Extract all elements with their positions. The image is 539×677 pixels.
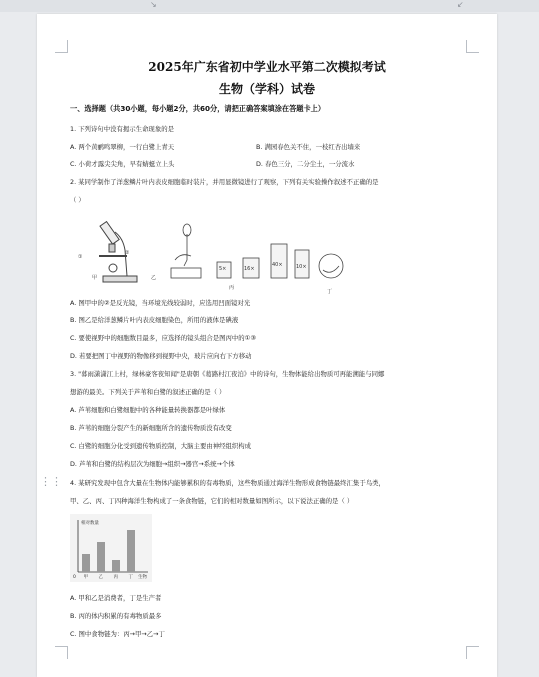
fig-label-ding: 丁 <box>327 289 333 295</box>
top-toolbar-strip <box>0 0 539 12</box>
q2-option-a: A. 图甲中的②是反光镜，当环境光线较弱时，应选用凹面镜对光 <box>70 299 251 307</box>
bar-2 <box>112 560 120 572</box>
section-heading: 一、选择题（共30小题，每小题2分，共60分，请把正确答案填涂在答题卡上） <box>70 104 326 113</box>
objective-label-10x: 10× <box>296 264 307 270</box>
question-1-stem: 1. 下列诗句中没有揭示生命现象的是 <box>70 125 174 133</box>
bar-1 <box>97 542 105 572</box>
q3-option-d: D. 芦苇和白鹭的结构层次为细胞→组织→器官→系统→个体 <box>70 460 235 468</box>
bar-label-3: 丁 <box>128 575 133 580</box>
q1-option-d: D. 春色三分，二分尘土，一分流水 <box>256 160 355 168</box>
fig-label-bing: 丙 <box>229 285 235 291</box>
q3-option-b: B. 芦苇的细胞分裂产生的新细胞所含的遗传物质没有改变 <box>70 424 232 432</box>
exam-title: 2025年广东省初中学业水平第二次模拟考试 <box>148 60 386 74</box>
exam-subtitle: 生物（学科）试卷 <box>218 82 315 96</box>
bar-0 <box>82 554 90 572</box>
page-corner-mark-icon: ↙ <box>457 0 464 9</box>
page-corner-mark-icon: ↘ <box>150 0 157 9</box>
fig-label-2: ② <box>125 250 130 256</box>
q2-option-c: C. 要使视野中的细胞数目最多，应选择的镜头组合是图丙中的①③ <box>70 334 257 342</box>
q1-option-a: A. 两个黄鹂鸣翠柳，一行白鹭上青天 <box>70 143 175 151</box>
question-2-paren: （ ） <box>70 196 85 204</box>
objective-label-5x: 5× <box>219 266 227 272</box>
q2-figure-microscope <box>75 210 345 290</box>
q4-option-b: B. 丙的体内积累的有毒物质最多 <box>70 612 162 620</box>
crop-mark-bottom-right <box>466 646 479 659</box>
q4-option-c: C. 图中食物链为：丙→甲→乙→丁 <box>70 630 165 638</box>
chart-ylabel: 相对数量 <box>81 521 99 526</box>
document-page <box>37 14 497 677</box>
q1-option-c: C. 小荷才露尖尖角，早有蜻蜓立上头 <box>70 160 175 168</box>
q2-option-d: D. 若要把图丁中视野的物像移到视野中央，玻片应向右下方移动 <box>70 352 252 360</box>
q4-option-a: A. 甲和乙是消费者，丁是生产者 <box>70 594 162 602</box>
crop-mark-bottom-left <box>55 646 68 659</box>
bar-label-2: 丙 <box>113 575 118 580</box>
question-3-stem: 3. "暮雨潇潇江上村，绿林豪客夜知闻"是唐朝《葛路村江夜泊》中的诗句，生物体能给出物质可再能溯能与同娜 <box>70 370 385 378</box>
question-3-stem-cont: 想游的最美。下列关于芦苇和白鹭的叙述正确的是（ ） <box>70 388 226 396</box>
q4-bar-chart <box>70 514 152 582</box>
chart-origin-label: 0 <box>73 575 76 580</box>
fig-label-1: ① <box>78 254 83 260</box>
fig-label-yi: 乙 <box>151 275 157 281</box>
objective-label-16x: 16× <box>244 266 255 272</box>
crop-mark-top-right <box>466 40 479 53</box>
q3-option-a: A. 芦苇细胞和白鹭细胞中的各种能量转换器都是叶绿体 <box>70 406 226 414</box>
crop-mark-top-left <box>55 40 68 53</box>
drag-handle-icon[interactable]: ⋮⋮ <box>40 475 62 488</box>
bar-3 <box>127 530 135 572</box>
question-2-stem: 2. 某同学制作了洋葱鳞片叶内表皮细胞临时装片，并用显微镜进行了观察，下列有关实验操作叙述不正确的是 <box>70 178 379 186</box>
fig-label-jia: 甲 <box>92 275 98 281</box>
q2-option-b: B. 图乙是给洋葱鳞片叶内表皮细胞染色，所用的液体是碘液 <box>70 316 239 324</box>
question-4-stem-cont: 甲、乙、丙、丁四种海洋生物构成了一条食物链，它们的相对数量如图所示，以下说法正确的是（ ） <box>70 497 354 505</box>
question-4-stem: 4. 某研究发现中包含大量在生物体内能够累积的有毒物质，这些物质通过海洋生物形成食物链最终汇集于鸟类， <box>70 479 385 487</box>
q3-option-c: C. 白鹭的细胞分化受到遗传物质控制，大脑主要由神经组织构成 <box>70 442 252 450</box>
chart-xlabel: 生物 <box>138 575 147 580</box>
q1-option-b: B. 满园春色关不住，一枝红杏出墙来 <box>256 143 361 151</box>
objective-label-40x: 40× <box>272 262 283 268</box>
bar-label-0: 甲 <box>83 575 88 580</box>
bar-label-1: 乙 <box>98 575 103 580</box>
